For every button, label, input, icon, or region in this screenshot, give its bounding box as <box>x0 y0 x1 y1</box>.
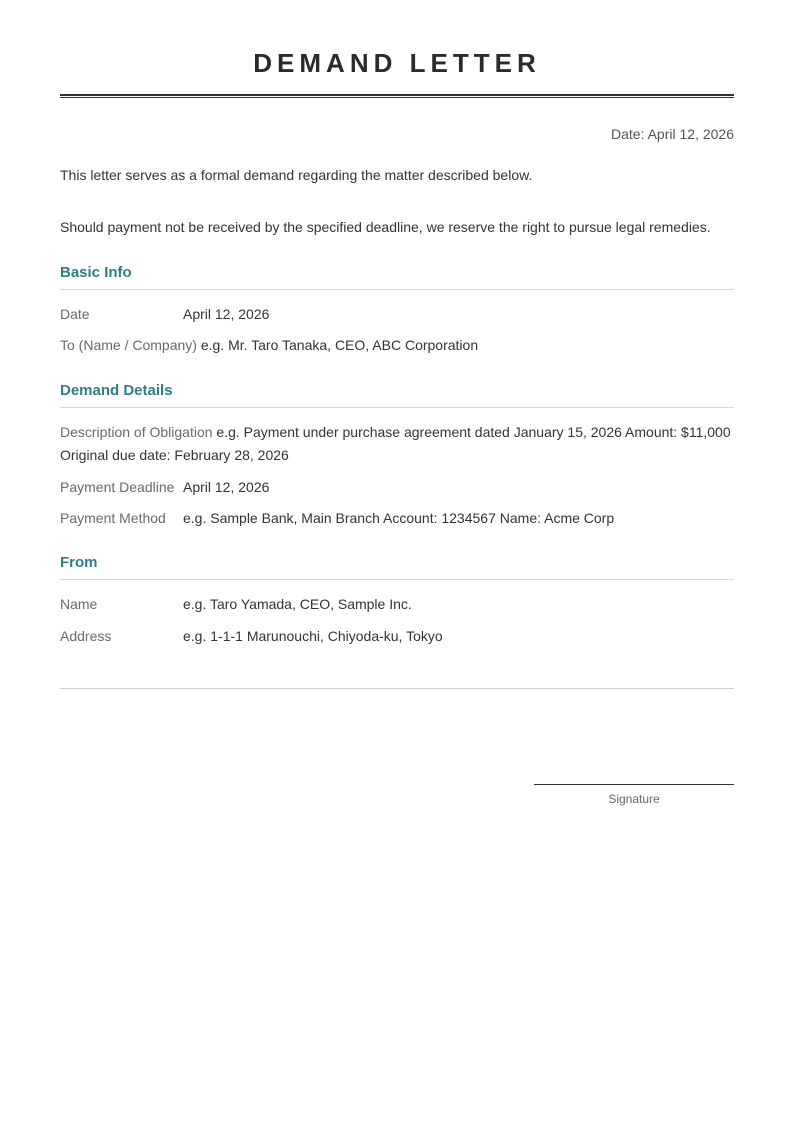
field-value: e.g. Mr. Taro Tanaka, CEO, ABC Corporation <box>200 337 479 353</box>
field-label: Address <box>60 628 112 644</box>
field-value: e.g. Sample Bank, Main Branch Account: 1234567 Name: Acme Corp <box>183 510 615 526</box>
field-row-sender-name <box>60 593 734 616</box>
signature-label: Signature <box>608 792 660 806</box>
section-divider <box>60 579 734 580</box>
section-heading-from: From <box>60 554 98 571</box>
field-value: e.g. Taro Yamada, CEO, Sample Inc. <box>183 596 412 612</box>
section-divider <box>60 407 734 408</box>
section-divider <box>60 289 734 290</box>
field-row-date <box>60 303 734 326</box>
document-title: DEMAND LETTER <box>253 48 541 78</box>
field-value: e.g. 1-1-1 Marunouchi, Chiyoda-ku, Tokyo <box>183 628 443 644</box>
field-value: April 12, 2026 <box>183 306 270 322</box>
field-value: April 12, 2026 <box>183 479 270 495</box>
field-label: Payment Method <box>60 510 166 526</box>
warning-paragraph: Should payment not be received by the specified deadline, we reserve the right to pursue legal remedies. <box>60 219 711 235</box>
field-row-sender-address <box>60 625 734 648</box>
field-label: To (Name / Company) <box>60 337 197 353</box>
title-divider <box>60 94 734 98</box>
field-row-deadline <box>60 476 734 499</box>
intro-paragraph: This letter serves as a formal demand regarding the matter described below. <box>60 167 533 183</box>
field-label: Name <box>60 596 98 612</box>
field-row-obligation <box>60 421 734 467</box>
field-row-payment-method <box>60 507 734 530</box>
field-label: Date <box>60 306 90 322</box>
field-label: Description of Obligation <box>60 424 213 440</box>
section-heading-basic-info: Basic Info <box>60 264 132 281</box>
field-value: e.g. Payment under purchase agreement dated January 15, 2026 Amount: $11,000 Original due date: February 28, 2026 <box>60 424 731 463</box>
letter-date: Date: April 12, 2026 <box>611 126 734 142</box>
field-row-recipient <box>60 334 734 357</box>
signature-line <box>534 784 734 785</box>
section-heading-demand-details: Demand Details <box>60 382 173 399</box>
content-end-divider <box>60 688 734 689</box>
field-label: Payment Deadline <box>60 479 175 495</box>
